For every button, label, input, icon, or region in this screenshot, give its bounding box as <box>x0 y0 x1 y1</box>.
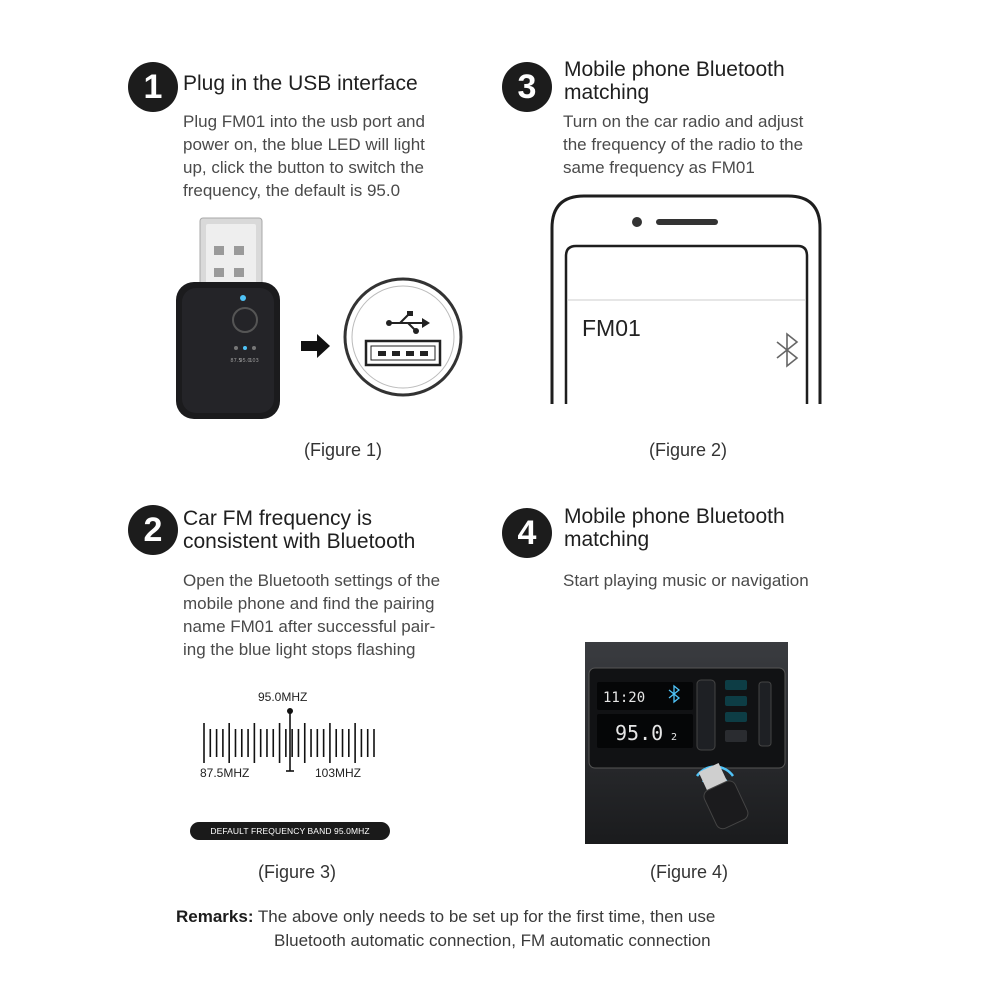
step-4-title <box>564 505 785 551</box>
step-1-title-line: Plug in the USB interface <box>183 72 418 95</box>
step-2-title-line: Car FM frequency is <box>183 507 373 530</box>
radio-button[interactable] <box>725 680 747 690</box>
step-3-desc-line: Turn on the car radio and adjust <box>563 112 804 131</box>
step-3-description <box>563 110 803 179</box>
step-1-desc-line: up, click the button to switch the <box>183 158 424 177</box>
phone-illustration <box>548 192 828 407</box>
step-2-desc-line: ing the blue light stops flashing <box>183 640 416 659</box>
remarks-line-2: Bluetooth automatic connection, FM automatic connection <box>274 931 711 950</box>
camera-icon <box>632 217 642 227</box>
usb-device-image <box>176 218 280 419</box>
figure-4-caption: (Figure 4) <box>650 862 729 882</box>
step-2-badge: 2 <box>128 505 178 555</box>
step-1-desc-line: frequency, the default is 95.0 <box>183 181 401 200</box>
step-1-description <box>183 110 425 202</box>
min-frequency-label: 87.5MHZ <box>200 766 250 780</box>
usb-port-icon <box>345 279 461 395</box>
step-3-title <box>564 58 785 104</box>
remarks <box>176 905 715 953</box>
step-4-badge: 4 <box>502 508 552 558</box>
default-band-badge: DEFAULT FREQUENCY BAND 95.0MHZ <box>190 822 390 840</box>
figure-1-illustration <box>170 210 470 430</box>
radio-clock: 11:20 <box>603 690 646 706</box>
step-4-title-line: matching <box>564 528 650 551</box>
bluetooth-icon <box>777 334 797 366</box>
radio-button[interactable] <box>725 712 747 722</box>
step-2-desc-line: mobile phone and find the pairing <box>183 594 435 613</box>
radio-frequency-display: 95.0 <box>615 721 664 745</box>
usb-slot <box>725 730 747 742</box>
step-3-desc-line: the frequency of the radio to the <box>563 135 804 154</box>
car-radio-image <box>585 642 788 844</box>
remarks-label: Remarks: <box>176 907 254 926</box>
step-1-title <box>183 72 418 95</box>
step-2-title-line: consistent with Bluetooth <box>183 530 416 553</box>
led-label: 103 <box>249 358 259 364</box>
step-3-title-line: Mobile phone Bluetooth <box>564 58 785 81</box>
step-4-description <box>563 569 809 592</box>
radio-button[interactable] <box>725 696 747 706</box>
figure-2-caption: (Figure 2) <box>649 440 728 460</box>
step-4-desc-line: Start playing music or navigation <box>563 571 809 590</box>
figure-3-caption: (Figure 3) <box>258 862 337 882</box>
step-3-badge: 3 <box>502 62 552 112</box>
figure-1-caption: (Figure 1) <box>304 440 383 460</box>
step-1-badge: 1 <box>128 62 178 112</box>
step-2-title <box>183 507 415 553</box>
step-1-desc-line: Plug FM01 into the usb port and <box>183 112 425 131</box>
radio-channel: 2 <box>671 732 678 743</box>
step-2-description <box>183 569 440 661</box>
step-1-desc-line: power on, the blue LED will light <box>183 135 425 154</box>
max-frequency-label: 103MHZ <box>315 766 362 780</box>
step-3-title-line: matching <box>564 81 650 104</box>
step-2-desc-line: Open the Bluetooth settings of the <box>183 571 441 590</box>
step-2-desc-line: name FM01 after successful pair- <box>183 617 436 636</box>
led-label: 95.0 <box>239 358 251 364</box>
speaker-grille <box>656 219 718 225</box>
step-3-desc-line: same frequency as FM01 <box>563 158 755 177</box>
arrow-right-icon <box>301 334 330 358</box>
remarks-line-1: The above only needs to be set up for the first time, then use <box>257 907 716 926</box>
current-frequency-label: 95.0MHZ <box>258 690 308 704</box>
frequency-scale <box>200 705 380 775</box>
led-label: 87.5 <box>230 358 242 364</box>
bluetooth-device-name[interactable]: FM01 <box>582 315 641 341</box>
step-4-title-line: Mobile phone Bluetooth <box>564 505 785 528</box>
